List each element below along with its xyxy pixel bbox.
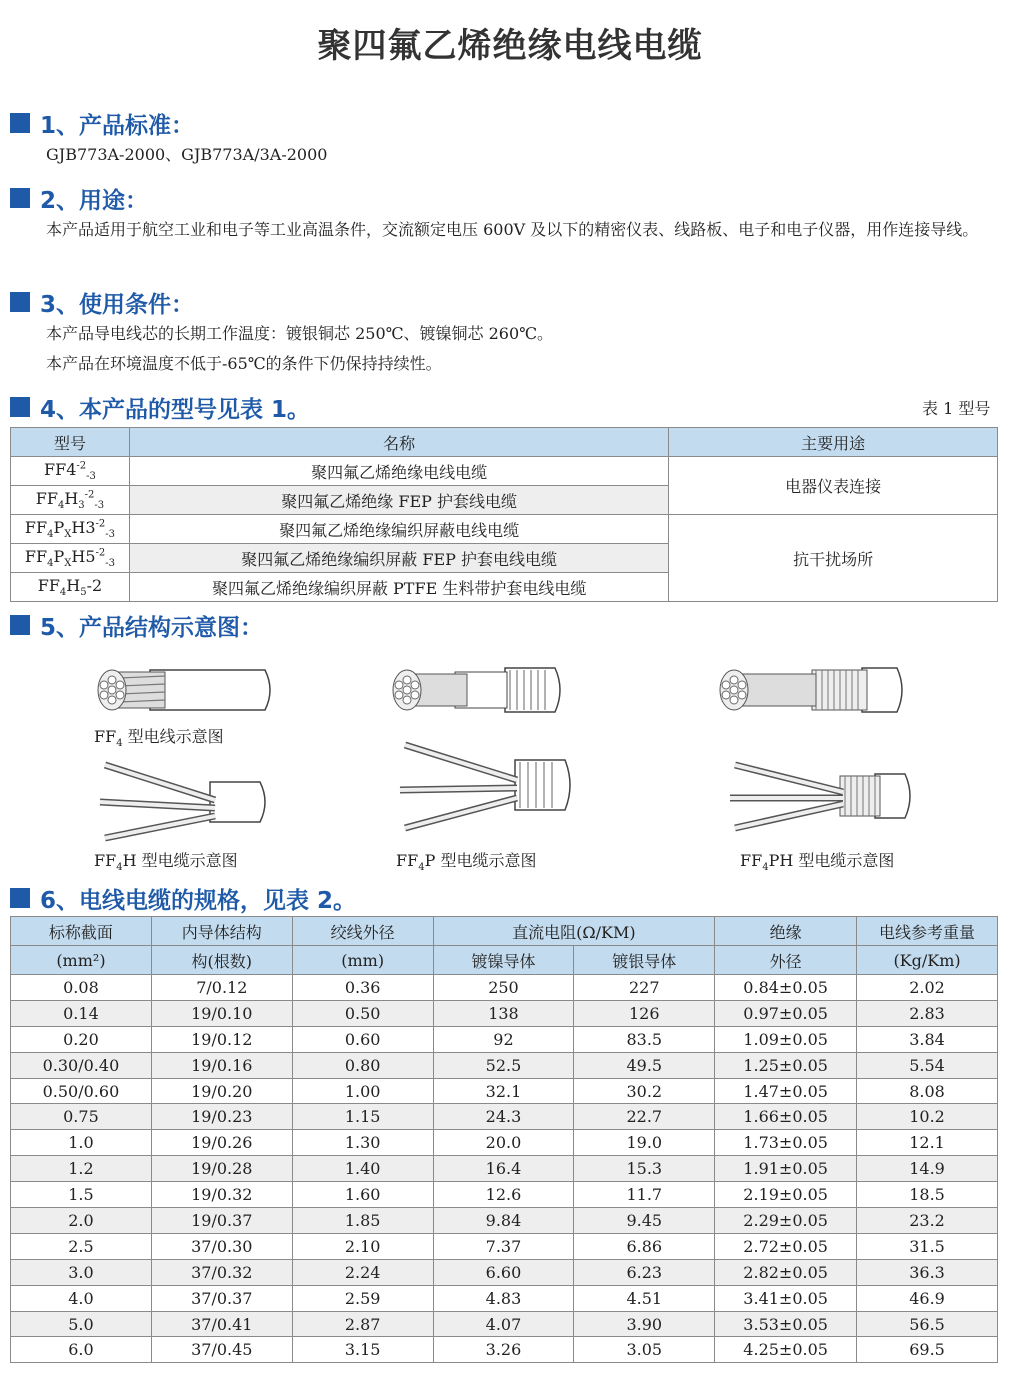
- table-cell: 14.9: [857, 1156, 998, 1182]
- table-cell: 138: [433, 1000, 574, 1026]
- table-cell: 0.20: [11, 1026, 152, 1052]
- table-cell: 0.97±0.05: [715, 1000, 857, 1026]
- multi-core-shielded-jacket-cable-diagram: [725, 760, 915, 835]
- table-row: [11, 1078, 998, 1104]
- table-cell: 19/0.32: [151, 1182, 292, 1208]
- caption-text: 型电缆示意图: [141, 851, 238, 870]
- use-cell: 抗干扰场所: [669, 515, 998, 602]
- section-2-text: 本产品适用于航空工业和电子等工业高温条件，交流额定电压 600V 及以下的精密仪表、线路板、电子和电子仪器，用作连接导线。: [46, 220, 979, 239]
- th-area-unit: (mm²): [11, 946, 152, 975]
- table-cell: 19/0.16: [151, 1052, 292, 1078]
- table-cell: 19/0.12: [151, 1026, 292, 1052]
- table-row: [11, 457, 998, 486]
- table-cell: 11.7: [574, 1182, 715, 1208]
- multi-core-cable-diagram: [95, 760, 275, 845]
- table-row: [11, 1311, 998, 1337]
- square-bullet-icon: [10, 888, 30, 908]
- table-cell: 12.6: [433, 1182, 574, 1208]
- name-cell: 聚四氟乙烯绝缘编织屏蔽 PTFE 生料带护套电线电缆: [129, 573, 668, 602]
- figure-caption-ff4ph-cable: $FF_4PH$ 型电缆示意图: [740, 851, 895, 874]
- table-cell: 0.84±0.05: [715, 975, 857, 1001]
- table-row: [11, 515, 998, 544]
- section-2-heading: [10, 183, 148, 213]
- model-cell: $FF_4P_XH3^{-2}_{-3}$: [11, 515, 130, 544]
- table-cell: 3.26: [433, 1337, 574, 1363]
- table-cell: 46.9: [857, 1285, 998, 1311]
- th-od-unit: (mm): [292, 946, 433, 975]
- caption-text: 型电线示意图: [127, 727, 224, 746]
- table-cell: 5.0: [11, 1311, 152, 1337]
- table-cell: 3.84: [857, 1026, 998, 1052]
- spec-table-body: [11, 975, 998, 1363]
- table-cell: 6.23: [574, 1259, 715, 1285]
- table-cell: 1.15: [292, 1104, 433, 1130]
- table-cell: 5.54: [857, 1052, 998, 1078]
- table-cell: 56.5: [857, 1311, 998, 1337]
- model-table: [10, 427, 998, 602]
- table-cell: 1.09±0.05: [715, 1026, 857, 1052]
- table-cell: 0.50: [292, 1000, 433, 1026]
- table-cell: 24.3: [433, 1104, 574, 1130]
- table-cell: 1.0: [11, 1130, 152, 1156]
- table-cell: 19/0.28: [151, 1156, 292, 1182]
- table-cell: 19/0.26: [151, 1130, 292, 1156]
- table-cell: 1.40: [292, 1156, 433, 1182]
- table-cell: 3.0: [11, 1259, 152, 1285]
- model-cell: $FF_4H_5-2$: [11, 573, 130, 602]
- table-cell: 1.60: [292, 1182, 433, 1208]
- th-insulation: 绝缘: [715, 917, 857, 946]
- model-cell: $FF_4P_XH5^{-2}_{-3}$: [11, 544, 130, 573]
- table-cell: 0.80: [292, 1052, 433, 1078]
- table-cell: 1.2: [11, 1156, 152, 1182]
- th-od: 绞线外径: [292, 917, 433, 946]
- name-cell: 聚四氟乙烯绝缘电线电缆: [129, 457, 668, 486]
- table-cell: 1.91±0.05: [715, 1156, 857, 1182]
- caption-text: 型电缆示意图: [440, 851, 537, 870]
- section-2-title: 2、用途：: [40, 187, 149, 214]
- square-bullet-icon: [10, 615, 30, 635]
- section-1-title: 1、产品标准：: [40, 112, 195, 139]
- table-cell: 92: [433, 1026, 574, 1052]
- table-cell: 1.00: [292, 1078, 433, 1104]
- table-cell: 18.5: [857, 1182, 998, 1208]
- section-3-title: 3、使用条件：: [40, 291, 195, 318]
- table-cell: 0.60: [292, 1026, 433, 1052]
- table-cell: 2.5: [11, 1233, 152, 1259]
- table-row: [11, 1208, 998, 1234]
- section-4-heading: [10, 392, 998, 422]
- table-cell: 49.5: [574, 1052, 715, 1078]
- section-3-line-1: 本产品导电线芯的长期工作温度：镀银铜芯 250℃、镀镍铜芯 260℃。: [46, 324, 554, 343]
- table-cell: 126: [574, 1000, 715, 1026]
- table-cell: 19/0.23: [151, 1104, 292, 1130]
- table-cell: 6.60: [433, 1259, 574, 1285]
- name-cell: 聚四氟乙烯绝缘编织屏蔽 FEP 护套电线电缆: [129, 544, 668, 573]
- table-cell: 4.25±0.05: [715, 1337, 857, 1363]
- table-cell: 9.84: [433, 1208, 574, 1234]
- table-cell: 1.85: [292, 1208, 433, 1234]
- table-cell: 22.7: [574, 1104, 715, 1130]
- table-cell: 2.87: [292, 1311, 433, 1337]
- square-bullet-icon: [10, 188, 30, 208]
- table-cell: 23.2: [857, 1208, 998, 1234]
- figure-caption-ff4-wire: $FF_4$ 型电线示意图: [94, 727, 224, 750]
- section-5-heading: [10, 610, 263, 640]
- table-cell: 0.14: [11, 1000, 152, 1026]
- caption-text: 型电缆示意图: [798, 851, 895, 870]
- spec-table: [10, 916, 998, 1363]
- table-cell: 19/0.20: [151, 1078, 292, 1104]
- table-row: [11, 1052, 998, 1078]
- table-row: [11, 1337, 998, 1363]
- name-cell: 聚四氟乙烯绝缘编织屏蔽电线电缆: [129, 515, 668, 544]
- table-cell: 0.30/0.40: [11, 1052, 152, 1078]
- table-cell: 69.5: [857, 1337, 998, 1363]
- table-row: [11, 1026, 998, 1052]
- table-cell: 9.45: [574, 1208, 715, 1234]
- page-title: 聚四氟乙烯绝缘电线电缆: [317, 26, 703, 66]
- th-struct-2: 构(根数): [151, 946, 292, 975]
- table-cell: 0.75: [11, 1104, 152, 1130]
- figure-caption-ff4h-cable: $FF_4H$ 型电缆示意图: [94, 851, 238, 874]
- table-cell: 4.51: [574, 1285, 715, 1311]
- table-cell: 2.0: [11, 1208, 152, 1234]
- th-res-nickel: 镀镍导体: [433, 946, 574, 975]
- multi-core-shielded-cable-diagram: [395, 740, 575, 835]
- table-cell: 250: [433, 975, 574, 1001]
- section-4-title: 4、本产品的型号见表 1。: [40, 396, 311, 423]
- table-cell: 1.25±0.05: [715, 1052, 857, 1078]
- table-1-caption: 表 1 型号: [922, 399, 991, 418]
- model-cell: $FF4^{-2}_{-3}$: [11, 457, 130, 486]
- table-cell: 2.10: [292, 1233, 433, 1259]
- square-bullet-icon: [10, 113, 30, 133]
- section-3-heading: [10, 287, 194, 317]
- table-cell: 0.36: [292, 975, 433, 1001]
- table-cell: 3.53±0.05: [715, 1311, 857, 1337]
- shielded-wire-diagram: [385, 660, 570, 720]
- table-row: [11, 1182, 998, 1208]
- table-cell: 19/0.10: [151, 1000, 292, 1026]
- table-cell: 15.3: [574, 1156, 715, 1182]
- square-bullet-icon: [10, 397, 30, 417]
- table-cell: 7.37: [433, 1233, 574, 1259]
- table-cell: 3.90: [574, 1311, 715, 1337]
- table-cell: 2.83: [857, 1000, 998, 1026]
- th-use: 主要用途: [669, 428, 998, 457]
- table-row: [11, 1285, 998, 1311]
- table-cell: 8.08: [857, 1078, 998, 1104]
- table-cell: 1.47±0.05: [715, 1078, 857, 1104]
- table-cell: 37/0.45: [151, 1337, 292, 1363]
- table-cell: 2.59: [292, 1285, 433, 1311]
- table-cell: 3.15: [292, 1337, 433, 1363]
- section-1-text: GJB773A-2000、GJB773A/3A-2000: [46, 145, 328, 164]
- section-3-line-2: 本产品在环境温度不低于-65℃的条件下仍保持持续性。: [46, 354, 442, 373]
- table-row: [11, 1000, 998, 1026]
- table-cell: 3.41±0.05: [715, 1285, 857, 1311]
- table-cell: 2.24: [292, 1259, 433, 1285]
- th-res-silver: 镀银导体: [574, 946, 715, 975]
- table-row: [11, 1233, 998, 1259]
- section-6-heading: [10, 883, 356, 913]
- th-struct: 内导体结构: [151, 917, 292, 946]
- table-cell: 19/0.37: [151, 1208, 292, 1234]
- table-cell: 0.50/0.60: [11, 1078, 152, 1104]
- table-cell: 4.0: [11, 1285, 152, 1311]
- table-cell: 1.30: [292, 1130, 433, 1156]
- table-cell: 19.0: [574, 1130, 715, 1156]
- table-row: [11, 1130, 998, 1156]
- section-6-title: 6、电线电缆的规格，见表 2。: [40, 887, 357, 914]
- table-cell: 20.0: [433, 1130, 574, 1156]
- shielded-jacket-wire-diagram: [712, 660, 907, 720]
- table-cell: 4.07: [433, 1311, 574, 1337]
- table-cell: 1.5: [11, 1182, 152, 1208]
- table-cell: 3.05: [574, 1337, 715, 1363]
- section-5-title: 5、产品结构示意图：: [40, 614, 264, 641]
- th-resistance: 直流电阻(Ω/KM): [433, 917, 715, 946]
- square-bullet-icon: [10, 292, 30, 312]
- table-cell: 37/0.41: [151, 1311, 292, 1337]
- table-cell: 0.08: [11, 975, 152, 1001]
- table-cell: 6.0: [11, 1337, 152, 1363]
- table-row: [11, 1104, 998, 1130]
- figure-caption-ff4p-cable: $FF_4P$ 型电缆示意图: [396, 851, 537, 874]
- table-cell: 36.3: [857, 1259, 998, 1285]
- model-cell: $FF_4H_3^{-2}_{-3}$: [11, 486, 130, 515]
- table-row: [11, 1259, 998, 1285]
- table-cell: 12.1: [857, 1130, 998, 1156]
- table-cell: 2.29±0.05: [715, 1208, 857, 1234]
- table-cell: 2.82±0.05: [715, 1259, 857, 1285]
- table-cell: 10.2: [857, 1104, 998, 1130]
- th-weight: 电线参考重量: [857, 917, 998, 946]
- table-cell: 2.19±0.05: [715, 1182, 857, 1208]
- table-cell: 30.2: [574, 1078, 715, 1104]
- table-row: [11, 975, 998, 1001]
- th-weight-unit: (Kg/Km): [857, 946, 998, 975]
- table-cell: 16.4: [433, 1156, 574, 1182]
- th-insulation-2: 外径: [715, 946, 857, 975]
- table-cell: 1.66±0.05: [715, 1104, 857, 1130]
- table-cell: 32.1: [433, 1078, 574, 1104]
- table-cell: 37/0.30: [151, 1233, 292, 1259]
- table-cell: 2.02: [857, 975, 998, 1001]
- table-row: [11, 1156, 998, 1182]
- table-cell: 37/0.32: [151, 1259, 292, 1285]
- th-area: 标称截面: [11, 917, 152, 946]
- th-model: 型号: [11, 428, 130, 457]
- table-cell: 227: [574, 975, 715, 1001]
- section-1-heading: [10, 108, 194, 138]
- table-cell: 52.5: [433, 1052, 574, 1078]
- table-cell: 31.5: [857, 1233, 998, 1259]
- table-cell: 7/0.12: [151, 975, 292, 1001]
- table-cell: 6.86: [574, 1233, 715, 1259]
- name-cell: 聚四氟乙烯绝缘 FEP 护套线电缆: [129, 486, 668, 515]
- single-wire-diagram: [90, 660, 275, 720]
- th-name: 名称: [129, 428, 668, 457]
- table-cell: 4.83: [433, 1285, 574, 1311]
- table-cell: 83.5: [574, 1026, 715, 1052]
- table-cell: 1.73±0.05: [715, 1130, 857, 1156]
- table-cell: 37/0.37: [151, 1285, 292, 1311]
- use-cell: 电器仪表连接: [669, 457, 998, 515]
- table-cell: 2.72±0.05: [715, 1233, 857, 1259]
